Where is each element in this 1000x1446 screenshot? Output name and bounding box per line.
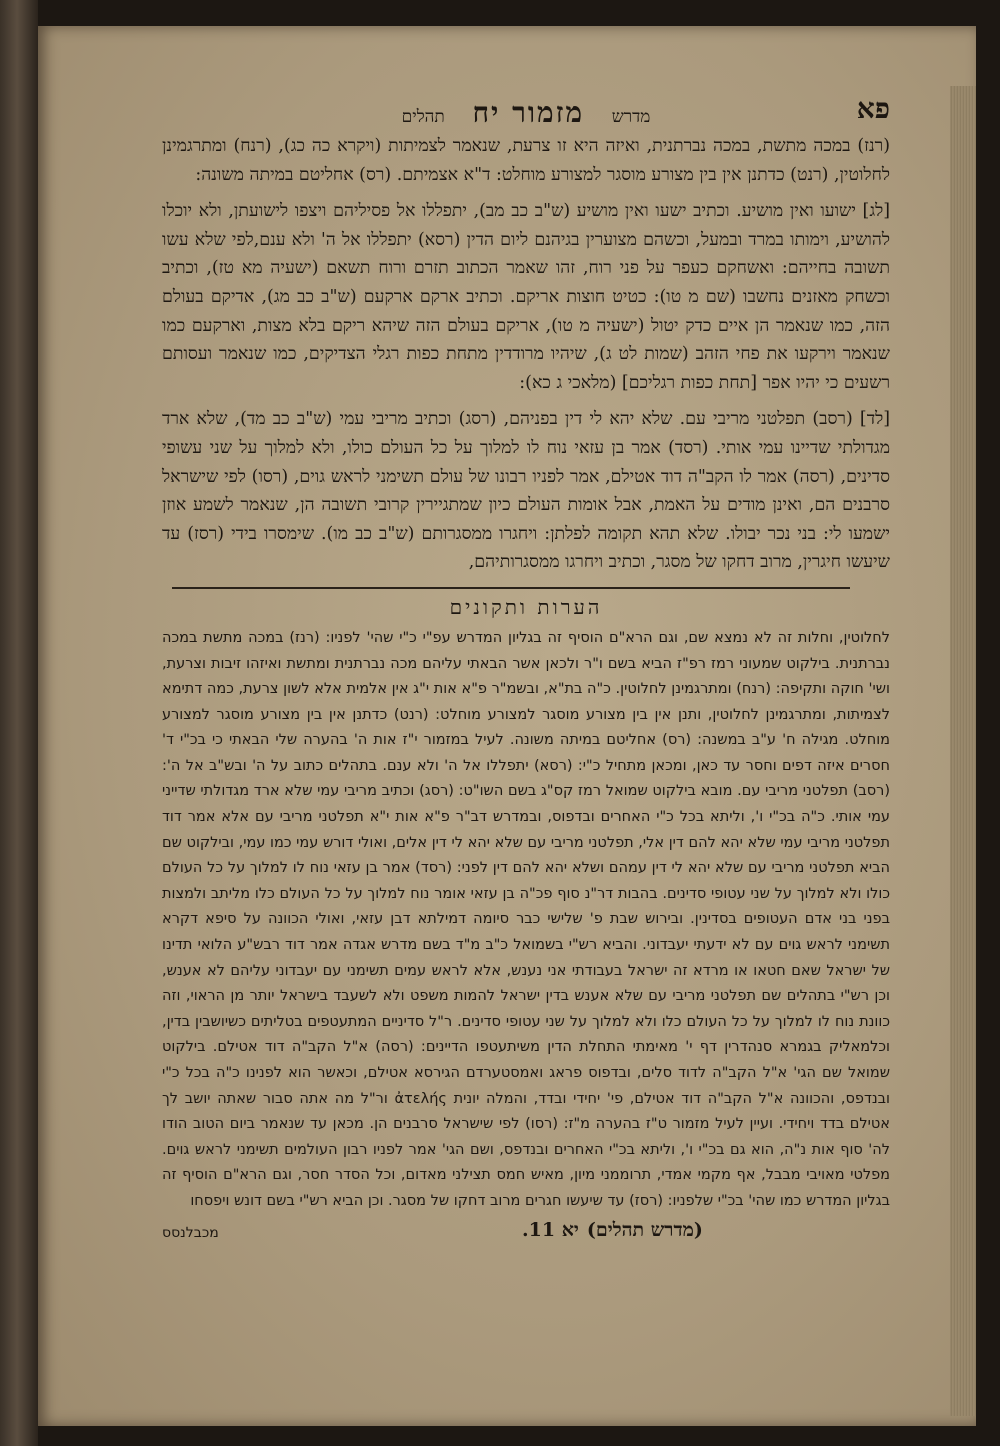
book-binding: [0, 0, 38, 1446]
page-footer: [162, 1219, 890, 1249]
notes-text: לחלוטין, וחלות זה לא נמצא שם, וגם הרא"ם הוסיף זה בגליון המדרש עפ"י כ"י שהי' לפניו: (רנז) במכה מתשת במכה נברתנית. בילקוט שמעוני רמז רפ"ז הביא בשם ו"ר ולכאן אשר הבאתי עליהם מכה נברתנית ומתשת ואיזהו זיבות וצרעת, ושי' חוקה ותקיפה: (רנח) ומתרגמינן לחלוטין. כ"ה בת"א, ובשמ"ר פ"א אות י"ג אין אלמית אלא לשון צרעת, כמה דתימא לצמיתות, ומתרגמינן לחלוטין, ותנן אין בין מצורע מוסגר למצורע מוחלט: (רנט) כדתנן אין בין מצורע מוסגר למצורע מוחלט. מגילה ח' ע"ב במשנה: (רס) אחליטם במיתה משונה. לעיל במזמור י"ז אות ה' בהערה שלי הבאתי כי בכ"י ד' חסרים איזה דפים וחסר עד כאן, ומכאן מתחיל כ"י: (רסא) יתפללו אל ה' ולא ענם. בתהלים כתוב על ה' ובש"ב אל ה': (רסב) תפלטני מריבי עם. מובא בילקוט שמואל רמז קס"ג בשם השו"ט: (רסג) וכתיב מריבי עמי שלא ארד מגדולתי שדייני עמי אותי. כ"ה בכ"י ו', וליתא בכל כ"י האחרים ובדפוס, ובמדרש דב"ר פ"א אות י"א תפלטני מריבי עם אלא אמר דוד תפלטני מריבי עמי שלא יהא להם דין אלי, תפלטני מריבי עם שלא יהא לי דין אלים, ואולי דורש עמי כמו עמי, ובילקוט שם הביא תפלטני מריבי עם שלא יהא לי דין עמהם ושלא יהא להם דין לפני: (רסד) אמר בן עזאי נוח לו למלוך על כל העולם כולו ולא למלוך על שני עטופי סדינים. בהבות דר"נ סוף פכ"ה בן עזאי אומר נוח למלוך על כל העולם כלו מליתב ולמצות בפני בני אדם העטופים בסדינין. ובירוש שבת פ' שלישי כבר סיומה דמילתא דבן עזאי, ואולי הכוונה על סיפא דקרא תשימני לראש גוים עם לא ידעתי יעבדוני. והביא רש"י בשמואל כ"ב מ"ד בשם מדרש אגדה אמר דוד רבש"ע הלואי תדינו של ישראל שאם חטאו או מרדא זה ישראל בעבודתי אני נענש, אלא לראש עמים תשימני עם יעבדוני עליהם לא אענש, וכן רש"י בתהלים שם תפלטני מריבי עם שלא אענש בדין ישראל להמות משפט ולא לשעבד בישראל יותר מן הראוי, וזה כוונת נוח לו למלוך על כל העולם כלו ולא למלוך על שני עטופי סדינים. ר"ל סדיניים המתעטפים בטליתים כשיושבין בדין, וכלמאליק בגמרא סנהדרין דף י' מאימתי התחלת הדין משיתעטפו הדיינים: (רסה) א"ל הקב"ה דוד אטילם. בילקוט שמואל שם הגי' א"ל הקב"ה לדוד סלים, ובדפוס פראג ואמסטערדם הגירסא אטילם, וכאשר הוא לפנינו כ"ה בכל כ"י ובנדפס, והכוונה א"ל הקב"ה דוד אטילם, פי' יחידי ובדד, והמלה יונית ἀτελής ור"ל מה אתה סבור שאתה יושב לך אטילם בדד ויחידי. ועיין לעיל מזמור ט"ז בהערה מ"ז: (רסו) לפי שישראל סרבנים הן. מכאן עד שנאמר ביום הטוב הודו לה' סוף אות נ"ה, הוא גם בכ"י ו', וליתא בכ"י האחרים ובנדפס, ושם הגי' אמר לפניו רבון העולמים תשימני לראש גוים. מפלטי מאויבי מבבל, אף מקמי אמדי, תרוממני מיון, מאיש חמס תצילני מאדום, וכל הסדר חסר, וגם הרא"ם הוסיף זה בגליון המדרש כמו שהי' בכ"י שלפניו: (רסז) עד שיעשו חגרים מרוב דחקו של מסגר. וכן הביא רש"י בשם דונש ויפסחו: [162, 629, 891, 1209]
header-title: [162, 96, 890, 130]
page-edge: [950, 86, 976, 1416]
page-content: [162, 92, 890, 1422]
running-header: [162, 92, 890, 132]
page-number: פא: [856, 92, 890, 125]
footer-signature: [522, 1219, 703, 1242]
header-midrash: מדרש: [611, 107, 651, 127]
footer-code: מכבלנסס: [162, 1224, 219, 1241]
main-text: [162, 132, 890, 577]
header-mizmor: מזמור יח: [472, 96, 585, 129]
signature-number: יא 11.: [522, 1218, 579, 1241]
signature-title: (מדרש תהלים): [586, 1218, 703, 1241]
divider-rule: [172, 587, 850, 589]
main-paragraph: (רנז) במכה מתשת, במכה נברתנית, ואיזה היא זו צרעת, שנאמר לצמיתות (ויקרא כה כג), (רנח) ומתרגמינן לחלוטין, (רנט) כדתנן אין בין מצורע מוסגר למצורע מוחלט: ד"א אצמיתם. (רס) אחליטם במיתה משונה:: [162, 136, 890, 185]
main-paragraph: [לד] (רסב) תפלטני מריבי עם. שלא יהא לי דין בפניהם, (רסג) וכתיב מריבי עמי (ש"ב כב מד), שלא ארד מגדולתי שדיינו עמי אותי. (רסד) אמר בן עזאי נוח לו למלוך על כל העולם כולו, ולא למלוך על שני עשופי סדינים, (רסה) אמר לו הקב"ה דוד אטילם, אמר לפניו רבונו של עולם תשימני לראש גוים, (רסו) לפי שישראל סרבנים הם, ואינן מודים על האמת, אבל אומות העולם כיון שמתגיירין קרובי תשובה הן, שנאמר לשמע אוזן ישמעו לי: בני נכר יבולו. שלא תהא תקומה לפלתן: ויחגרו ממסגרותם (ש"ב כב מו). שימסרו בידי (רסז) עד שיעשו חיגרין, מרוב דחקו של מסגר, וכתיב ויחרגו ממסגרותיהם,: [162, 409, 890, 573]
header-tehillim: תהלים: [401, 107, 445, 127]
main-paragraph: [לג] ישועו ואין מושיע. וכתיב ישעו ואין מושיע (ש"ב כב מב), יתפללו אל פסיליהם ויצפו לישועתן, ולא יוכלו להושיע, וימותו במרד ובמעל, וכשהם מצוערין בגיהנם ליום הדין (רסא) יתפללו אל ה' ולא ענם,לפי שלא עשו תשובה בחייהם: ואשחקם כעפר על פני רוח, זהו שאמר הכתוב תזרם ורוח תשאם (ישעיה מא טז), וכתיב וכשחק מאזנים נחשבו (שם מ טו): כטיט חוצות אריקם. וכתיב ארקם ארקעם (ש"ב כב מג), אדיקם בעולם הזה, כמו שנאמר הן איים כדק יטול (ישעיה מ טו), אריקם בעולם הזה שיהא ריקם בלא מצות, וארקעם כמו שנאמר וירקעו את פחי הזהב (שמות לט ג), שיהיו מרודדין מתחת כפות רגלי הצדיקים, כמו שנאמר ועסותם רשעים כי יהיו אפר [תחת כפות רגליכם] (מלאכי ג כא):: [162, 201, 890, 393]
notes-section: [162, 626, 890, 1215]
notes-title: הערות ותקונים: [449, 594, 603, 619]
